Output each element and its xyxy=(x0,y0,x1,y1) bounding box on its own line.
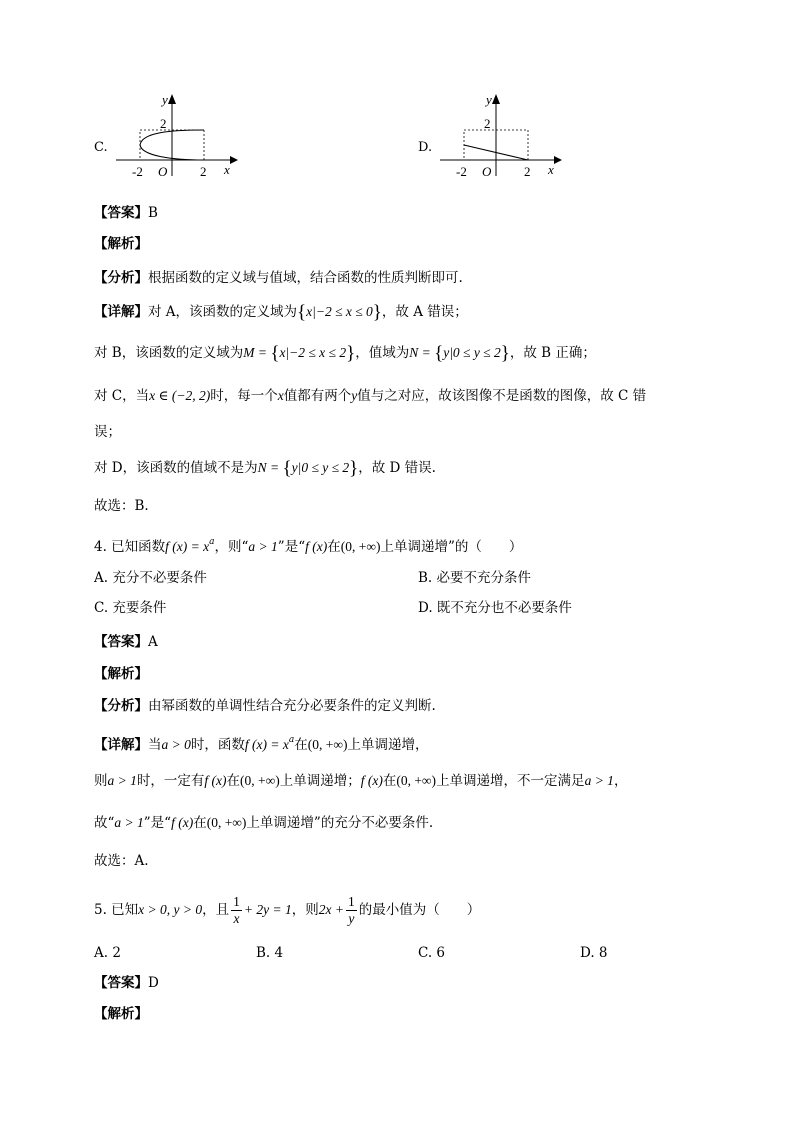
q4-analysis-heading xyxy=(94,664,148,684)
graph-d-y-label: y xyxy=(486,92,492,107)
math: x > 0, y > 0 xyxy=(138,902,203,917)
graph-c-x-label: x xyxy=(224,162,230,177)
math-set: y|0 ≤ y ≤ 2 xyxy=(443,345,501,360)
text: 的最小值为（ ） xyxy=(358,902,481,918)
q4-option-a: A. 充分不必要条件 xyxy=(94,570,207,586)
fraction-denominator: y xyxy=(348,911,355,926)
math: f (x) xyxy=(360,773,383,788)
answer-tag: 【答案】 xyxy=(94,975,148,991)
text: 当 xyxy=(148,737,162,753)
answer-value: A xyxy=(148,634,158,650)
math: x ∈ (−2, 2) xyxy=(149,388,211,403)
text: 在 xyxy=(294,737,308,753)
q3-analysis-heading xyxy=(94,234,148,254)
answer-tag: 【答案】 xyxy=(94,634,148,650)
math-set: x|−2 ≤ x ≤ 2 xyxy=(279,345,347,360)
graph-c-neg2: -2 xyxy=(132,164,143,179)
graph-c-origin: O xyxy=(158,164,168,179)
answer-tag: 【答案】 xyxy=(94,205,148,221)
q4-option-b: B. 必要不充分条件 xyxy=(418,570,532,586)
analysis-tag: 【解析】 xyxy=(94,236,148,252)
text: 4. 已知函数 xyxy=(94,539,166,555)
text: 时，函数 xyxy=(190,737,245,753)
q4-option-c: C. 充要条件 xyxy=(94,600,167,616)
text: 对 D，该函数的值域不是为 xyxy=(94,460,258,476)
q3-detail-d: 对 D，该函数的值域不是为N = {y|0 ≤ y ≤ 2}，故 D 错误. xyxy=(94,458,436,479)
q3-detail-c xyxy=(94,386,646,406)
q3-detail-a: 【详解】对 A，该函数的定义域为{x|−2 ≤ x ≤ 0}，故 A 错误； xyxy=(94,302,468,323)
text: 时，每一个 xyxy=(210,388,278,404)
graph-d-neg2: -2 xyxy=(456,164,467,179)
math: f (x) xyxy=(305,539,328,554)
q5-option-a: A. 2 xyxy=(94,945,121,961)
q5-stem xyxy=(94,894,480,927)
math: y xyxy=(351,388,358,403)
q4-detail-3 xyxy=(94,813,433,833)
math-exponent: a xyxy=(209,537,215,547)
q3-answer-line xyxy=(94,203,158,223)
graph-option-d xyxy=(436,90,566,180)
math: (0, +∞) xyxy=(396,773,437,788)
graph-d-origin: O xyxy=(482,164,492,179)
q3-choose xyxy=(94,496,149,516)
q5-answer-line xyxy=(94,973,159,993)
math: (0, +∞) xyxy=(239,773,280,788)
math: + 2y = 1 xyxy=(243,902,292,917)
option-d-label: D. xyxy=(418,140,433,155)
math: f (x) = x xyxy=(165,539,210,554)
text: 在 xyxy=(382,773,397,789)
text: ，则“ xyxy=(214,539,249,555)
math: a > 0 xyxy=(161,737,191,752)
q4-fenxi-line xyxy=(94,696,436,716)
q5-analysis-heading xyxy=(94,1004,148,1024)
math: (0, +∞) xyxy=(307,737,348,752)
graph-c-y-label: y xyxy=(162,92,168,107)
text: ，故 D 错误. xyxy=(358,460,436,476)
fenxi-text: 由幂函数的单调性结合充分必要条件的定义判断. xyxy=(148,698,436,714)
math-set: x|−2 ≤ x ≤ 0 xyxy=(306,304,373,319)
fenxi-tag: 【分析】 xyxy=(94,698,148,714)
text: ，则 xyxy=(291,902,319,918)
text: ，且 xyxy=(202,902,230,918)
fraction-denominator: x xyxy=(233,911,240,926)
q3-detail-b: 对 B，该函数的定义域为M = {x|−2 ≤ x ≤ 2}，值域为N = {y|0 ≤ y ≤ 2}，故 B 正确； xyxy=(94,343,596,364)
graph-d-x-label: x xyxy=(548,162,554,177)
text: 上单调递增； xyxy=(279,773,361,789)
text: 在 xyxy=(327,539,341,555)
text: 时，一定有 xyxy=(136,773,205,789)
text: 值都有两个 xyxy=(283,388,352,404)
math: a > 1 xyxy=(107,773,137,788)
math: a > 1 xyxy=(114,815,144,830)
math-set: y|0 ≤ y ≤ 2 xyxy=(291,460,350,475)
graph-d-two-y: 2 xyxy=(484,116,491,131)
analysis-tag: 【解析】 xyxy=(94,1006,148,1022)
text: 上单调递增”的充分不必要条件. xyxy=(246,815,434,831)
option-c-label: C. xyxy=(94,140,108,155)
math: N = xyxy=(257,460,283,475)
fraction-1-over-y xyxy=(346,894,357,927)
fraction-numerator: 1 xyxy=(233,894,240,909)
text: 故“ xyxy=(94,815,115,831)
math: N = xyxy=(409,345,435,360)
text: 上单调递增， xyxy=(347,737,429,753)
graph-c-two-x: 2 xyxy=(200,164,207,179)
text: 上单调递增”的（ ） xyxy=(380,539,523,555)
text: ，故 B 正确； xyxy=(509,345,596,361)
q4-stem xyxy=(94,532,522,557)
text: ，故 A 错误； xyxy=(381,304,468,320)
text: 对 B，该函数的定义域为 xyxy=(94,345,244,361)
text: 则 xyxy=(94,773,108,789)
q4-choose xyxy=(94,851,149,871)
q3-detail-c-cont xyxy=(94,422,121,442)
text: ”是“ xyxy=(277,539,306,555)
fraction-numerator: 1 xyxy=(347,894,355,909)
text: 对 C，当 xyxy=(94,388,150,404)
q3-fenxi-line xyxy=(94,268,463,288)
text: ， xyxy=(613,773,628,789)
text: 故选：B. xyxy=(94,498,149,514)
text: 误； xyxy=(94,424,121,440)
graph-option-c xyxy=(112,90,242,180)
q4-answer-line xyxy=(94,632,158,652)
fenxi-tag: 【分析】 xyxy=(94,270,148,286)
answer-value: B xyxy=(148,205,158,221)
q5-option-b: B. 4 xyxy=(256,945,284,961)
text: 在 xyxy=(226,773,240,789)
analysis-tag: 【解析】 xyxy=(94,666,148,682)
q4-option-d: D. 既不充分也不必要条件 xyxy=(418,600,572,616)
q5-option-c: C. 6 xyxy=(418,945,446,961)
q4-detail-1 xyxy=(94,730,428,755)
text: 故选：A. xyxy=(94,853,149,869)
math: M = xyxy=(243,345,271,360)
math: f (x) = x xyxy=(244,737,289,752)
math: f (x) xyxy=(204,773,227,788)
xiangjie-tag: 【详解】 xyxy=(94,737,148,753)
text: ”是“ xyxy=(143,815,172,831)
math-exponent: a xyxy=(288,735,295,745)
math: f (x) xyxy=(171,815,194,830)
fenxi-text: 根据函数的定义域与值域，结合函数的性质判断即可. xyxy=(148,270,463,286)
text: 上单调递增，不一定满足 xyxy=(436,773,585,789)
math: 2x + xyxy=(318,902,344,917)
math: a > 1 xyxy=(248,539,278,554)
q5-option-d: D. 8 xyxy=(580,945,608,961)
text: 值与之对应，故该图像不是函数的图像，故 C 错 xyxy=(357,388,647,404)
fraction-1-over-x xyxy=(231,894,242,927)
math: x xyxy=(277,388,284,403)
text: 5. 已知 xyxy=(94,902,139,918)
math: (0, +∞) xyxy=(206,815,247,830)
text: 在 xyxy=(193,815,207,831)
xiangjie-tag: 【详解】 xyxy=(94,304,148,320)
text: 对 A，该函数的定义域为 xyxy=(148,304,298,320)
answer-value: D xyxy=(148,975,159,991)
math: a > 1 xyxy=(584,773,614,788)
q4-detail-2 xyxy=(94,771,627,791)
math: (0, +∞) xyxy=(340,539,381,554)
graph-c-two-y: 2 xyxy=(160,116,167,131)
text: ，值域为 xyxy=(355,345,410,361)
graph-d-two-x: 2 xyxy=(524,164,531,179)
